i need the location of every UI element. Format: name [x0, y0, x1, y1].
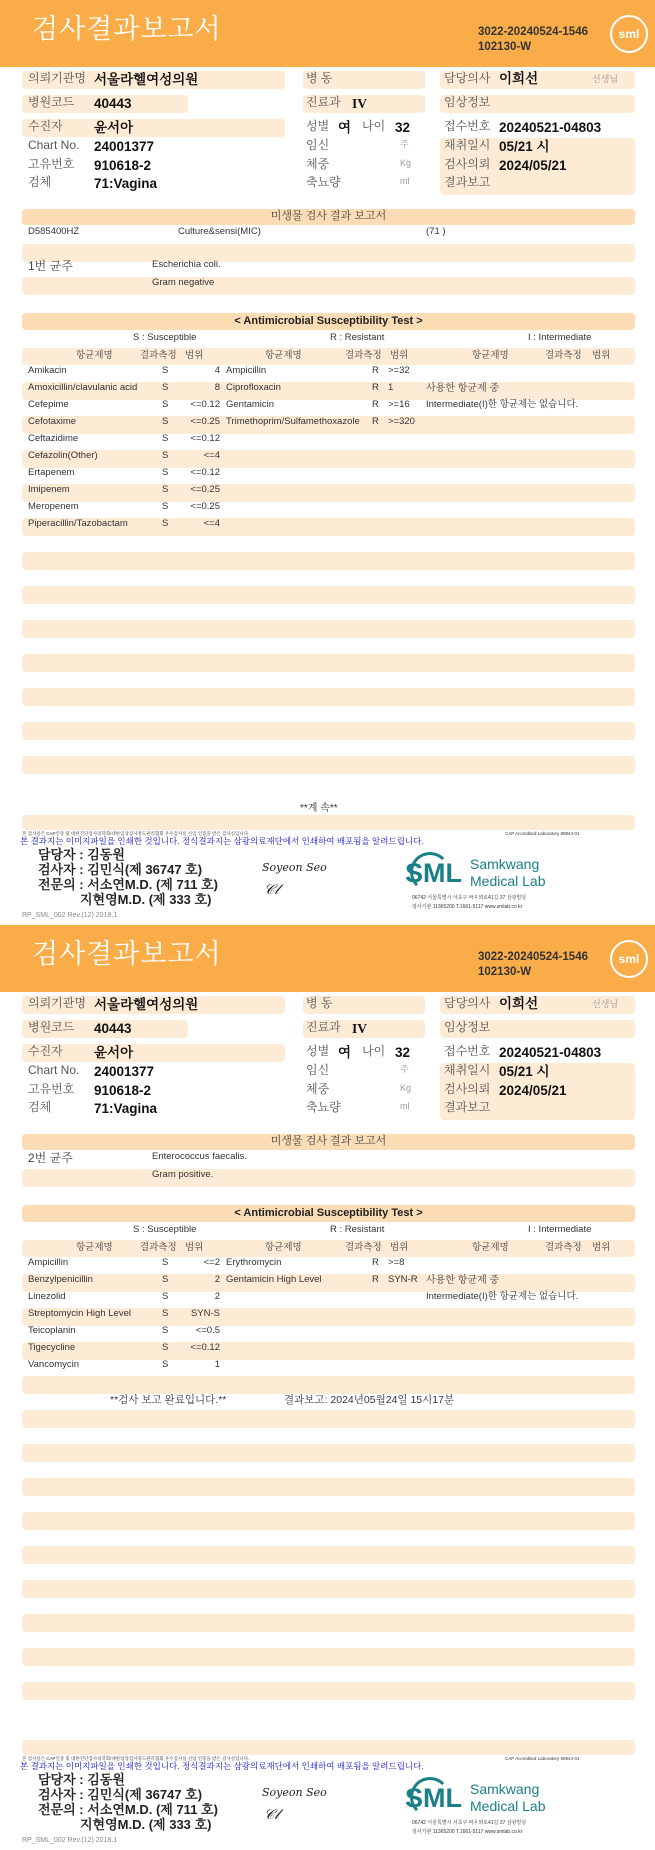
signature: Soyeon Seo — [262, 861, 327, 874]
age-value: 32 — [395, 120, 411, 135]
col-header-range: 범위 — [592, 350, 611, 361]
drug-result: S — [162, 518, 169, 529]
drug-name: Gentamicin High Level — [226, 1274, 322, 1285]
organism-name: Enterococcus faecalis. — [152, 1151, 248, 1162]
drug-range: <=0.25 — [190, 484, 220, 495]
urine-unit: ml — [400, 1101, 410, 1111]
strain-label: 1번 균주 — [28, 259, 73, 273]
col-header-result: 결과측정 — [140, 350, 177, 361]
sex-value: 여 — [338, 1045, 352, 1060]
test-code: D585400HZ — [28, 226, 80, 237]
age-label: 나이 — [362, 119, 386, 133]
row-stripe — [22, 552, 635, 570]
dept-label: 진료과 — [306, 95, 341, 109]
col-header-range: 범위 — [592, 1242, 611, 1253]
institution-label: 의뢰기관명 — [28, 71, 86, 85]
specimen-value: 71:Vagina — [94, 176, 158, 191]
signature-mark-icon: 𝒞𝓁 — [264, 882, 279, 898]
request-value: 2024/05/21 — [499, 158, 567, 173]
legend-intermediate: I : Intermediate — [528, 332, 592, 343]
row-stripe — [22, 1512, 635, 1530]
col-header-result: 결과측정 — [345, 1242, 382, 1253]
specialist-2: 지현영M.D. (제 333 호) — [80, 892, 212, 907]
drug-name: Ampicillin — [28, 1257, 69, 1268]
lab-name-2: Medical Lab — [470, 873, 546, 889]
row-stripe — [22, 1274, 635, 1292]
patient-value: 윤서아 — [94, 1045, 134, 1060]
col-header-range: 범위 — [185, 1242, 204, 1253]
drug-result: S — [162, 1274, 169, 1285]
drug-name: Vancomycin — [28, 1359, 80, 1370]
row-stripe — [22, 1478, 635, 1496]
drug-range: 8 — [214, 382, 220, 393]
form-code: RP_SML_002 Rev.(12) 2018.1 — [22, 1837, 118, 1844]
drug-name: Ceftazidime — [28, 433, 79, 444]
table-header-stripe — [22, 348, 635, 365]
drug-range: <=0.12 — [190, 1342, 220, 1353]
id-label: 고유번호 — [28, 157, 75, 171]
chart-label: Chart No. — [28, 138, 80, 152]
receipt-value: 20240521-04803 — [499, 1045, 602, 1060]
drug-range: <=4 — [203, 518, 220, 529]
drug-result: S — [162, 365, 169, 376]
pregnancy-label: 임신 — [306, 1063, 330, 1077]
row-stripe — [22, 620, 635, 638]
col-header-range: 범위 — [390, 1242, 409, 1253]
drug-name: Amoxicillin/clavulanic acid — [28, 382, 138, 393]
row-stripe — [22, 1580, 635, 1598]
hospital_code-label: 병원코드 — [28, 95, 75, 109]
drug-result: R — [372, 416, 379, 427]
receipt-label: 접수번호 — [444, 1044, 491, 1058]
continued-label: **계 속** — [300, 803, 338, 814]
row-stripe — [22, 1648, 635, 1666]
specialist: 전문의 : 서소연M.D. (제 711 호) — [38, 1802, 218, 1817]
report-code: 3022-20240524-1546 — [478, 951, 588, 963]
chart-label: Chart No. — [28, 1063, 80, 1077]
receipt-label: 접수번호 — [444, 119, 491, 133]
drug-range: 4 — [214, 365, 220, 376]
drug-result: R — [372, 1257, 379, 1268]
intermediate-note-2: Intermediate(I)한 항균제는 없습니다. — [426, 399, 579, 410]
weight-unit: Kg — [400, 158, 412, 168]
col-header-result: 결과측정 — [345, 350, 382, 361]
col-header-name: 항균제명 — [472, 1242, 509, 1253]
drug-range: <=0.25 — [190, 416, 220, 427]
drug-name: Ertapenem — [28, 467, 75, 478]
intermediate-note-1: 사용한 항균제 중 — [426, 1275, 500, 1286]
lab-address: 06742 서울특별시 서초구 바우뫼로41길 37 삼광빌딩 — [412, 1820, 527, 1826]
id-value: 910618-2 — [94, 158, 152, 173]
urine-label: 축뇨량 — [306, 175, 341, 189]
lab-name-2: Medical Lab — [470, 1798, 546, 1814]
drug-name: Piperacillin/Tazobactam — [28, 518, 128, 529]
table-header-stripe — [22, 1240, 635, 1257]
lab-name-1: Samkwang — [470, 1781, 540, 1797]
age-label: 나이 — [362, 1044, 386, 1058]
drug-result: S — [162, 501, 169, 512]
legend-susceptible: S : Susceptible — [133, 332, 197, 343]
patient-label: 수진자 — [28, 119, 63, 133]
drug-result: S — [162, 1342, 169, 1353]
drug-result: S — [162, 399, 169, 410]
ast-title: < Antimicrobial Susceptibility Test > — [234, 1207, 423, 1219]
manager: 담당자 : 김동원 — [38, 847, 125, 862]
form-code: RP_SML_002 Rev.(12) 2018.1 — [22, 912, 118, 919]
specimen-label: 검체 — [28, 175, 52, 189]
drug-name: Gentamicin — [226, 399, 275, 410]
legend-resistant: R : Resistant — [330, 1224, 385, 1235]
weight-unit: Kg — [400, 1083, 412, 1093]
report-title: 검사결과보고서 — [32, 14, 222, 44]
drug-result: S — [162, 1325, 169, 1336]
row-stripe — [22, 1410, 635, 1428]
pregnancy-unit: 주 — [400, 1064, 409, 1074]
specialist: 전문의 : 서소연M.D. (제 711 호) — [38, 877, 218, 892]
collect-value: 05/21 시 — [499, 1064, 550, 1079]
print-note: 본 결과지는 이미지파일을 인쇄한 것입니다. 정식결과지는 삼광의료재단에서 인쇄하여 배포됨을 알려드립니다. — [20, 1761, 424, 1771]
hospital_code-label: 병원코드 — [28, 1020, 75, 1034]
micro-title: 미생물 검사 결과 보고서 — [270, 1135, 387, 1147]
row-stripe — [22, 1614, 635, 1632]
signature-mark-icon: 𝒞𝓁 — [264, 1807, 279, 1823]
request-label: 검사의뢰 — [444, 1082, 491, 1096]
request-value: 2024/05/21 — [499, 1083, 567, 1098]
drug-name: Ciprofloxacin — [226, 382, 281, 393]
drug-range: 2 — [214, 1274, 220, 1285]
sml-logo-icon: sml — [610, 15, 648, 53]
dept-value: IV — [352, 1021, 368, 1036]
patient-value: 윤서아 — [94, 120, 134, 135]
drug-name: Cefazolin(Other) — [28, 450, 98, 461]
doctor-value: 이희선 — [499, 996, 539, 1011]
drug-name: Trimethoprim/Sulfamethoxazole — [226, 416, 360, 427]
col-header-name: 항균제명 — [265, 1242, 302, 1253]
col-header-name: 항균제명 — [76, 350, 113, 361]
report-code-suffix: 102130-W — [478, 41, 532, 53]
ward-label: 병 동 — [306, 996, 333, 1010]
drug-range: 2 — [214, 1291, 220, 1302]
row-stripe — [22, 1444, 635, 1462]
micro-title: 미생물 검사 결과 보고서 — [270, 210, 387, 222]
hospital_code-value: 40443 — [94, 96, 132, 111]
col-header-name: 항균제명 — [472, 350, 509, 361]
intermediate-note-2: Intermediate(I)한 항균제는 없습니다. — [426, 1291, 579, 1302]
cert-note: 본 검사실은 CAP인증 및 대한진단검사의학회/대한임상검사정도관리협회 우수검사실 신임 인증을 받은 검사실입니다. — [22, 831, 250, 836]
legend-susceptible: S : Susceptible — [133, 1224, 197, 1235]
row-stripe — [22, 756, 635, 774]
lab-contact: 검사기관 11365200 T.1661-5117 www.smlab.co.kr — [412, 904, 523, 910]
gram-stripe — [22, 277, 635, 295]
cert-note: 본 검사실은 CAP인증 및 대한진단검사의학회/대한임상검사정도관리협회 우수검사실 신임 인증을 받은 검사실입니다. — [22, 1756, 250, 1761]
specialist-2: 지현영M.D. (제 333 호) — [80, 1817, 212, 1832]
drug-name: Imipenem — [28, 484, 70, 495]
row-stripe — [22, 688, 635, 706]
col-header-name: 항균제명 — [265, 350, 302, 361]
weight-label: 체중 — [306, 1082, 330, 1096]
tester: 검사자 : 김민식(제 36747 호) — [38, 862, 203, 877]
drug-range: >=320 — [388, 416, 415, 427]
drug-range: >=8 — [388, 1257, 405, 1268]
sex-label: 성별 — [306, 1044, 330, 1058]
report-page — [0, 925, 655, 1850]
row-stripe — [22, 1376, 635, 1394]
urine-unit: ml — [400, 176, 410, 186]
drug-range: SYN-S — [190, 1308, 220, 1319]
clinical-label: 임상정보 — [444, 95, 491, 109]
drug-result: S — [162, 1257, 169, 1268]
lab-abbr: SML — [405, 1783, 462, 1813]
row-stripe — [22, 484, 635, 502]
drug-name: Teicoplanin — [28, 1325, 76, 1336]
row-stripe — [22, 586, 635, 604]
collect-label: 채취일시 — [444, 138, 491, 152]
pregnancy-label: 임신 — [306, 138, 330, 152]
drug-name: Ampicillin — [226, 365, 267, 376]
drug-range: 1 — [214, 1359, 220, 1370]
drug-range: >=32 — [388, 365, 410, 376]
specimen-label: 검체 — [28, 1100, 52, 1114]
weight-label: 체중 — [306, 157, 330, 171]
strain-label: 2번 균주 — [28, 1151, 73, 1165]
report-label: 결과보고 — [444, 175, 491, 189]
doctor-label: 담당의사 — [444, 71, 491, 85]
drug-result: S — [162, 484, 169, 495]
report-complete: **검사 보고 완료입니다.** — [110, 1394, 227, 1406]
sex-label: 성별 — [306, 119, 330, 133]
drug-name: Erythromycin — [226, 1257, 282, 1268]
report-code: 3022-20240524-1546 — [478, 26, 588, 38]
col-header-result: 결과측정 — [140, 1242, 177, 1253]
test-name: Culture&sensi(MIC) — [178, 226, 261, 237]
institution-value: 서울라헬여성의원 — [94, 997, 199, 1012]
id-value: 910618-2 — [94, 1083, 152, 1098]
id-label: 고유번호 — [28, 1082, 75, 1096]
drug-range: <=0.12 — [190, 433, 220, 444]
drug-name: Tigecycline — [28, 1342, 76, 1353]
ast-title: < Antimicrobial Susceptibility Test > — [234, 315, 423, 327]
gram-stain: Gram positive. — [152, 1169, 214, 1180]
organism-name: Escherichia coli. — [152, 259, 221, 270]
print-note: 본 결과지는 이미지파일을 인쇄한 것입니다. 정식결과지는 삼광의료재단에서 인쇄하여 배포됨을 알려드립니다. — [20, 836, 424, 846]
drug-name: Cefotaxime — [28, 416, 77, 427]
cap-accreditation: CAP Accredited Laboratory 89944-01 — [505, 831, 580, 836]
row-stripe — [22, 1546, 635, 1564]
legend-intermediate: I : Intermediate — [528, 1224, 592, 1235]
lab-address: 06742 서울특별시 서초구 바우뫼로41길 37 삼광빌딩 — [412, 895, 527, 901]
lab-name-1: Samkwang — [470, 856, 540, 872]
drug-result: R — [372, 399, 379, 410]
dept-value: IV — [352, 96, 368, 111]
drug-range: <=4 — [203, 450, 220, 461]
drug-result: S — [162, 450, 169, 461]
drug-result: R — [372, 382, 379, 393]
sex-value: 여 — [338, 120, 352, 135]
drug-range: <=0.25 — [190, 501, 220, 512]
drug-range: >=16 — [388, 399, 410, 410]
patient-label: 수진자 — [28, 1044, 63, 1058]
urine-label: 축뇨량 — [306, 1100, 341, 1114]
col-header-range: 범위 — [185, 350, 204, 361]
report-label: 결과보고 — [444, 1100, 491, 1114]
row-stripe — [22, 654, 635, 672]
lab-contact: 검사기관 11365200 T.1661-5117 www.smlab.co.kr — [412, 1829, 523, 1835]
sml-logo-icon: sml — [610, 940, 648, 978]
ward-label: 병 동 — [306, 71, 333, 85]
drug-name: Meropenem — [28, 501, 79, 512]
col-header-name: 항균제명 — [76, 1242, 113, 1253]
col-header-result: 결과측정 — [545, 1242, 582, 1253]
footer-stripe — [22, 815, 635, 830]
manager: 담당자 : 김동원 — [38, 1772, 125, 1787]
legend-resistant: R : Resistant — [330, 332, 385, 343]
drug-result: S — [162, 416, 169, 427]
doctor-suffix: 선생님 — [592, 74, 619, 84]
drug-result: S — [162, 433, 169, 444]
collect-label: 채취일시 — [444, 1063, 491, 1077]
chart-value: 24001377 — [94, 1064, 155, 1079]
drug-range: <=0.12 — [190, 399, 220, 410]
collect-value: 05/21 시 — [499, 139, 550, 154]
drug-range: SYN-R — [388, 1274, 418, 1285]
report-title: 검사결과보고서 — [32, 939, 222, 969]
report-time: 결과보고: 2024년05월24일 15시17분 — [284, 1394, 455, 1406]
row-stripe — [22, 722, 635, 740]
tester: 검사자 : 김민식(제 36747 호) — [38, 1787, 203, 1802]
dept-label: 진료과 — [306, 1020, 341, 1034]
clinical-label: 임상정보 — [444, 1020, 491, 1034]
signature: Soyeon Seo — [262, 1786, 327, 1799]
drug-name: Benzylpenicillin — [28, 1274, 93, 1285]
doctor-label: 담당의사 — [444, 996, 491, 1010]
cap-accreditation: CAP Accredited Laboratory 89944-01 — [505, 1756, 580, 1761]
drug-range: <=0.5 — [195, 1325, 220, 1336]
drug-result: S — [162, 1291, 169, 1302]
drug-name: Amikacin — [28, 365, 67, 376]
pregnancy-unit: 주 — [400, 139, 409, 149]
row-stripe — [22, 450, 635, 468]
doctor-value: 이희선 — [499, 71, 539, 86]
request-label: 검사의뢰 — [444, 157, 491, 171]
report-code-suffix: 102130-W — [478, 966, 532, 978]
col-header-result: 결과측정 — [545, 350, 582, 361]
receipt-value: 20240521-04803 — [499, 120, 602, 135]
institution-label: 의뢰기관명 — [28, 996, 86, 1010]
drug-name: Streptomycin High Level — [28, 1308, 131, 1319]
intermediate-note-1: 사용한 항균제 중 — [426, 383, 500, 394]
age-value: 32 — [395, 1045, 411, 1060]
gram-stripe — [22, 1169, 635, 1187]
drug-range: <=2 — [203, 1257, 220, 1268]
specimen-value: 71:Vagina — [94, 1101, 158, 1116]
drug-result: S — [162, 382, 169, 393]
drug-result: S — [162, 467, 169, 478]
drug-result: R — [372, 1274, 379, 1285]
footer-stripe — [22, 1740, 635, 1755]
blank-stripe — [22, 244, 635, 262]
test-specimen: (71 ) — [426, 226, 446, 237]
doctor-suffix: 선생님 — [592, 999, 619, 1009]
lab-abbr: SML — [405, 858, 462, 888]
drug-result: S — [162, 1308, 169, 1319]
drug-name: Linezolid — [28, 1291, 66, 1302]
chart-value: 24001377 — [94, 139, 155, 154]
drug-name: Cefepime — [28, 399, 69, 410]
drug-range: <=0.12 — [190, 467, 220, 478]
drug-result: R — [372, 365, 379, 376]
row-stripe — [22, 1342, 635, 1360]
row-stripe — [22, 1682, 635, 1700]
institution-value: 서울라헬여성의원 — [94, 72, 199, 87]
drug-result: S — [162, 1359, 169, 1370]
col-header-range: 범위 — [390, 350, 409, 361]
hospital_code-value: 40443 — [94, 1021, 132, 1036]
gram-stain: Gram negative — [152, 277, 215, 288]
drug-range: 1 — [388, 382, 394, 393]
